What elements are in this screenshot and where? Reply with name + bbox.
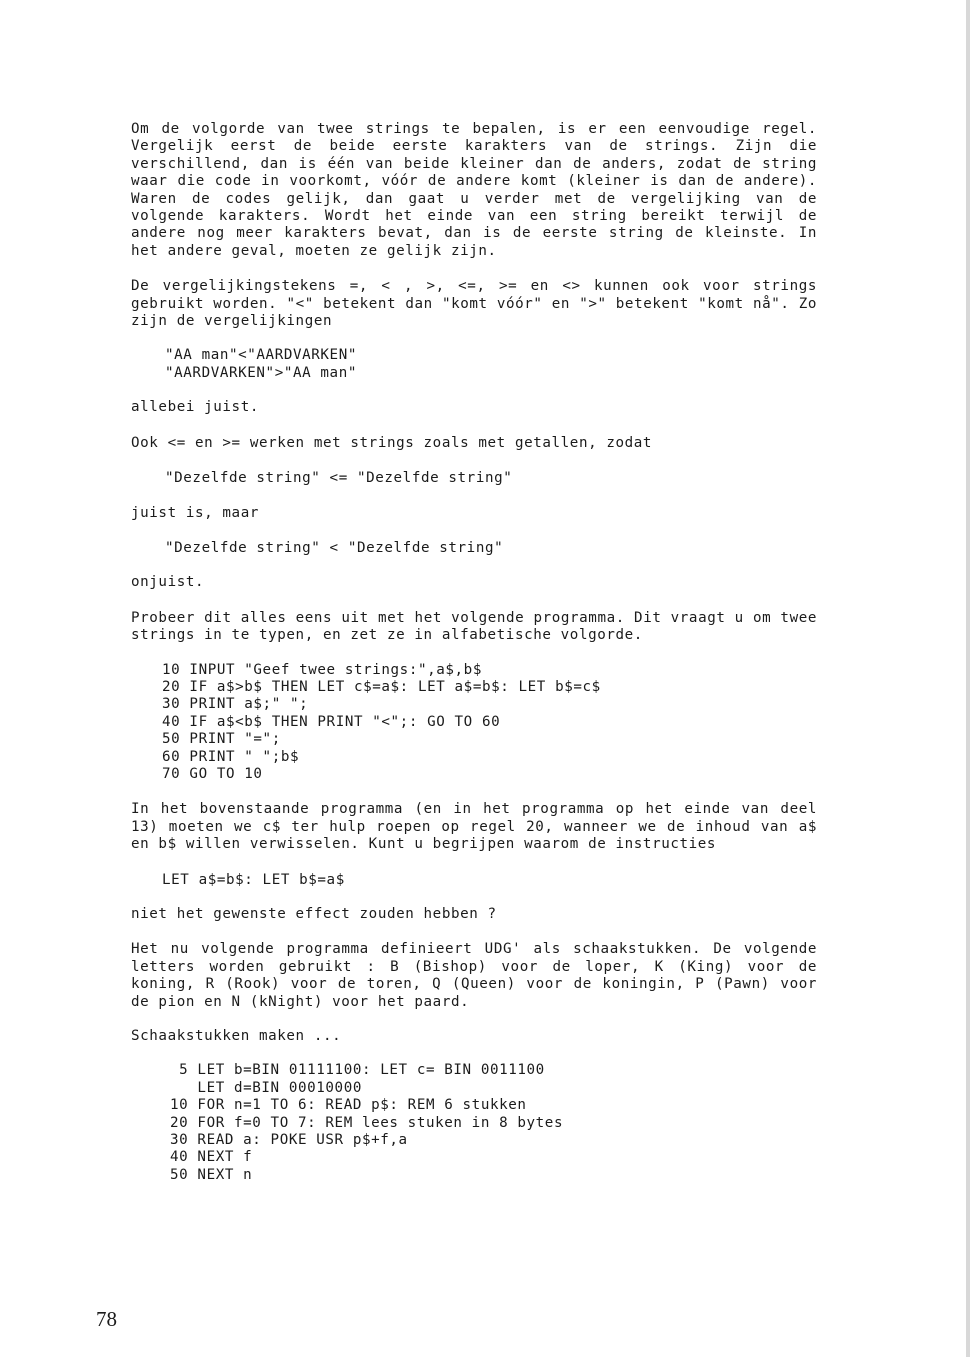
paragraph-try-program: Probeer dit alles eens uit met het volgende programma. Dit vraagt u om twee strings in te typen, en zet ze in alfabetische volgorde.: [131, 609, 817, 644]
paragraph-false: onjuist.: [131, 574, 205, 591]
code-listing-sort-strings: 10 INPUT "Geef twee strings:",a$,b$ 20 IF a$>b$ THEN LET c$=a$: LET a$=b$: LET b$=c$ 30 PRINT a$;" "; 40 IF a$<b$ THEN PRINT "<";: GO TO 60 50 PRINT "="; 60 PRINT " ";b$ 70 GO TO 10: [162, 661, 601, 782]
example-lt: "Dezelfde string" < "Dezelfde string": [165, 539, 504, 556]
page-content: [131, 121, 817, 1184]
example-le: "Dezelfde string" <= "Dezelfde string": [165, 470, 513, 487]
page-number: 78: [96, 1307, 117, 1331]
paragraph-both-true: allebei juist.: [131, 399, 259, 416]
example-comparisons: "AA man"<"AARDVARKEN" "AARDVARKEN">"AA man": [165, 347, 357, 381]
paragraph-question: niet het gewenste effect zouden hebben ?: [131, 906, 497, 922]
paragraph-swap-explanation: In het bovenstaande programma (en in het programma op het einde van deel 13) moeten we c$ ter hulp roepen op regel 20, wanneer we de inhoud van a$ en b$ willen verwisselen. Kunt u begrijpen waarom de instructies: [131, 801, 817, 853]
paragraph-le-ge: Ook <= en >= werken met strings zoals met getallen, zodat: [131, 434, 653, 451]
example-swap-instructions: LET a$=b$: LET b$=a$: [162, 871, 345, 888]
page-edge-shadow: [966, 0, 970, 1357]
paragraph-comparison-signs: De vergelijkingstekens =, < , >, <=, >= en <> kunnen ook voor strings gebruikt worden. "<" betekent dan "komt vóór" en ">" betekent "komt nå". Zo zijn de vergelijkingen: [131, 278, 817, 330]
code-listing-chess-pieces: 5 LET b=BIN 01111100: LET c= BIN 0011100 LET d=BIN 00010000 10 FOR n=1 TO 6: READ p$: REM 6 stukken 20 FOR f=0 TO 7: REM lees stuken in 8 bytes 30 READ a: POKE USR p$+f,a 40 NEXT f 50 NEXT n: [170, 1062, 564, 1183]
paragraph-chess-heading: Schaakstukken maken ...: [131, 1028, 342, 1045]
paragraph-string-order: Om de volgorde van twee strings te bepalen, is er een eenvoudige regel. Vergelijk eerst de beide eerste karakters van de strings. Zijn die verschillend, dan is één van beide kleiner dan de anders, zodat de string waar die code in voorkomt, vóór de andere komt (kleiner is dan de andere). Waren de codes gelijk, dan gaat u verder met de vergelijking van de volgende karakters. Wordt het einde van een string bereikt terwijl de andere nog meer karakters bevat, dan is de eerste string de kleinste. In het andere geval, moeten ze gelijk zijn.: [131, 121, 817, 259]
paragraph-chess-intro: Het nu volgende programma definieert UDG' als schaakstukken. De volgende letters worden gebruikt : B (Bishop) voor de loper, K (King) voor de koning, R (Rook) voor de toren, Q (Queen) voor de koningin, P (Pawn) voor de pion en N (kNight) voor het paard.: [131, 941, 817, 1010]
paragraph-true-but: juist is, maar: [131, 504, 259, 521]
